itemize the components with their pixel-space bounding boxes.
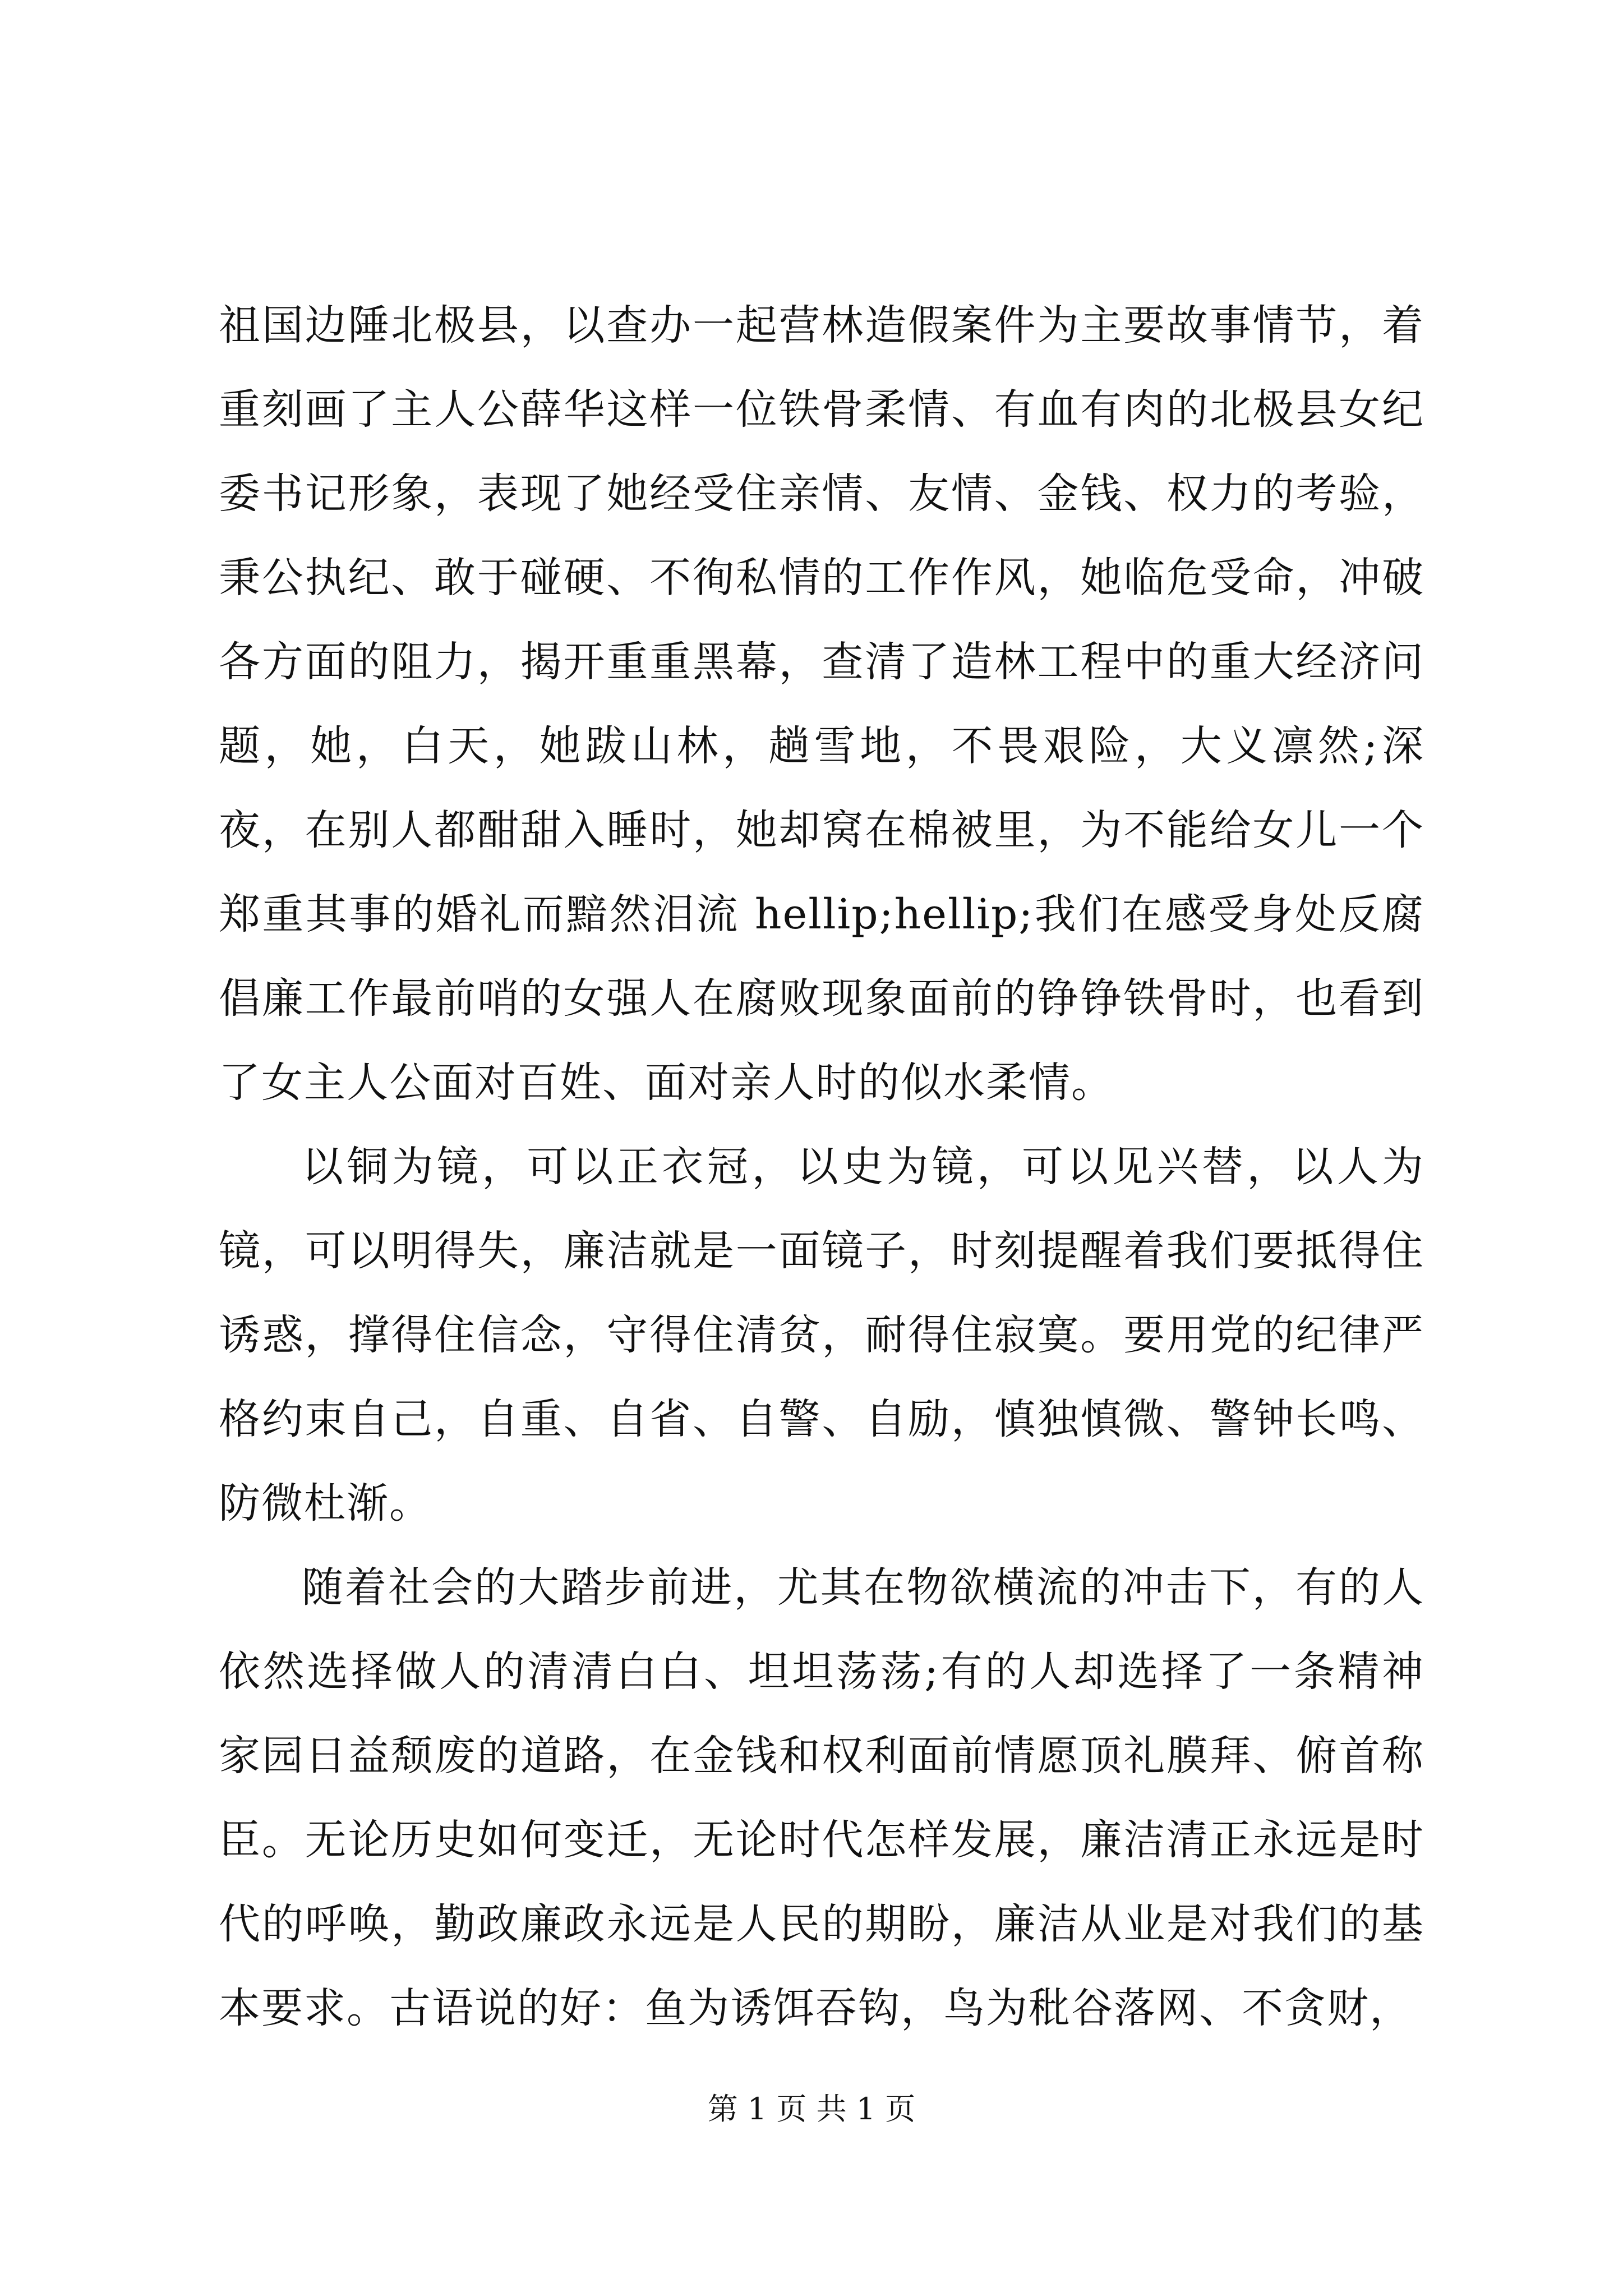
paragraph-1: 祖国边陲北极县，以查办一起营林造假案件为主要故事情节，着重刻画了主人公薛华这样一位铁骨柔情、有血有肉的北极县女纪委书记形象，表现了她经受住亲情、友情、金钱、权力的考验，秉公执纪、敢于碰硬、不徇私情的工作作风，她临危受命，冲破各方面的阻力，揭开重重黑幕，查清了造林工程中的重大经济问题，她，白天，她跋山林，趟雪地，不畏艰险，大义凛然;深夜，在别人都酣甜入睡时，她却窝在棉被里，为不能给女儿一个郑重其事的婚礼而黯然泪流 hellip;hellip;我们在感受身处反腐倡廉工作最前哨的女强人在腐败现象面前的铮铮铁骨时，也看到了女主人公面对百姓、面对亲人时的似水柔情。 [219, 301, 1424, 1107]
page-footer [0, 2090, 1623, 2129]
document-body [219, 283, 1424, 2050]
paragraph-2: 以铜为镜，可以正衣冠，以史为镜，可以见兴替，以人为镜，可以明得失，廉洁就是一面镜子，时刻提醒着我们要抵得住诱惑，撑得住信念，守得住清贫，耐得住寂寞。要用党的纪律严格约束自己，自重、自省、自警、自励，慎独慎微、警钟长鸣、防微杜渐。 [219, 1143, 1424, 1527]
paragraph-3: 随着社会的大踏步前进，尤其在物欲横流的冲击下，有的人依然选择做人的清清白白、坦坦荡荡;有的人却选择了一条精神家园日益颓废的道路，在金钱和权利面前情愿顶礼膜拜、俯首称臣。无论历史如何变迁，无论时代怎样发展，廉洁清正永远是时代的呼唤，勤政廉政永远是人民的期盼，廉洁从业是对我们的基本要求。古语说的好：鱼为诱饵吞钩，鸟为秕谷落网、不贪财， [219, 1563, 1424, 2032]
page-number-label: 第 1 页 共 1 页 [707, 2091, 916, 2127]
